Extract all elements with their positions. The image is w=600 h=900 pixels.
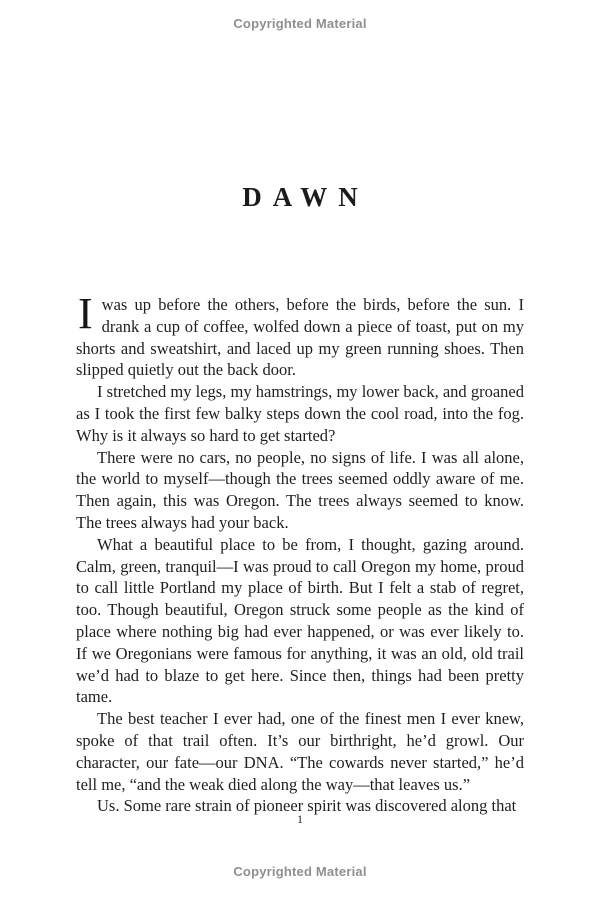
paragraph: The best teacher I ever had, one of the finest men I ever knew, spoke of that trail often. It’s our birthright, he’d growl. Our character, our fate—our DNA. “The cowards never started,” he’d tell me, “and the weak died along the way—that leaves us.” (76, 709, 524, 794)
body-text (76, 289, 524, 817)
paragraph (76, 289, 524, 381)
paragraph: What a beautiful place to be from, I thought, gazing around. Calm, green, tranquil—I was proud to call Oregon my home, proud to call little Portland my place of birth. But I felt a stab of regret, too. Though beautiful, Oregon struck some people as the kind of place where nothing big had ever happened, or was ever likely to. If we Oregonians were famous for anything, it was an old, old trail we’d had to blaze to get here. Since then, things had been pretty tame. (76, 534, 524, 707)
chapter-title: DAWN (242, 182, 369, 212)
page-number: 1 (297, 812, 303, 826)
paragraph-text: was up before the others, before the birds, before the sun. I drank a cup of coffee, wolfed down a piece of toast, put on my shorts and sweatshirt, and laced up my green running shoes. Then slipped quietly out the back door. (76, 295, 524, 380)
paragraph: There were no cars, no people, no signs of life. I was all alone, the world to myself—though the trees seemed oddly aware of me. Then again, this was Oregon. The trees always seemed to know. The trees always had your back. (76, 447, 524, 532)
paragraph: I stretched my legs, my hamstrings, my lower back, and groaned as I took the first few balky steps down the cool road, into the fog. Why is it always so hard to get started? (76, 382, 524, 445)
copyrighted-material-watermark-bottom: Copyrighted Material (233, 864, 367, 879)
paragraph: Us. Some rare strain of pioneer spirit was discovered along that (97, 796, 517, 816)
drop-cap: I (78, 289, 93, 338)
copyrighted-material-watermark-top: Copyrighted Material (233, 16, 367, 31)
